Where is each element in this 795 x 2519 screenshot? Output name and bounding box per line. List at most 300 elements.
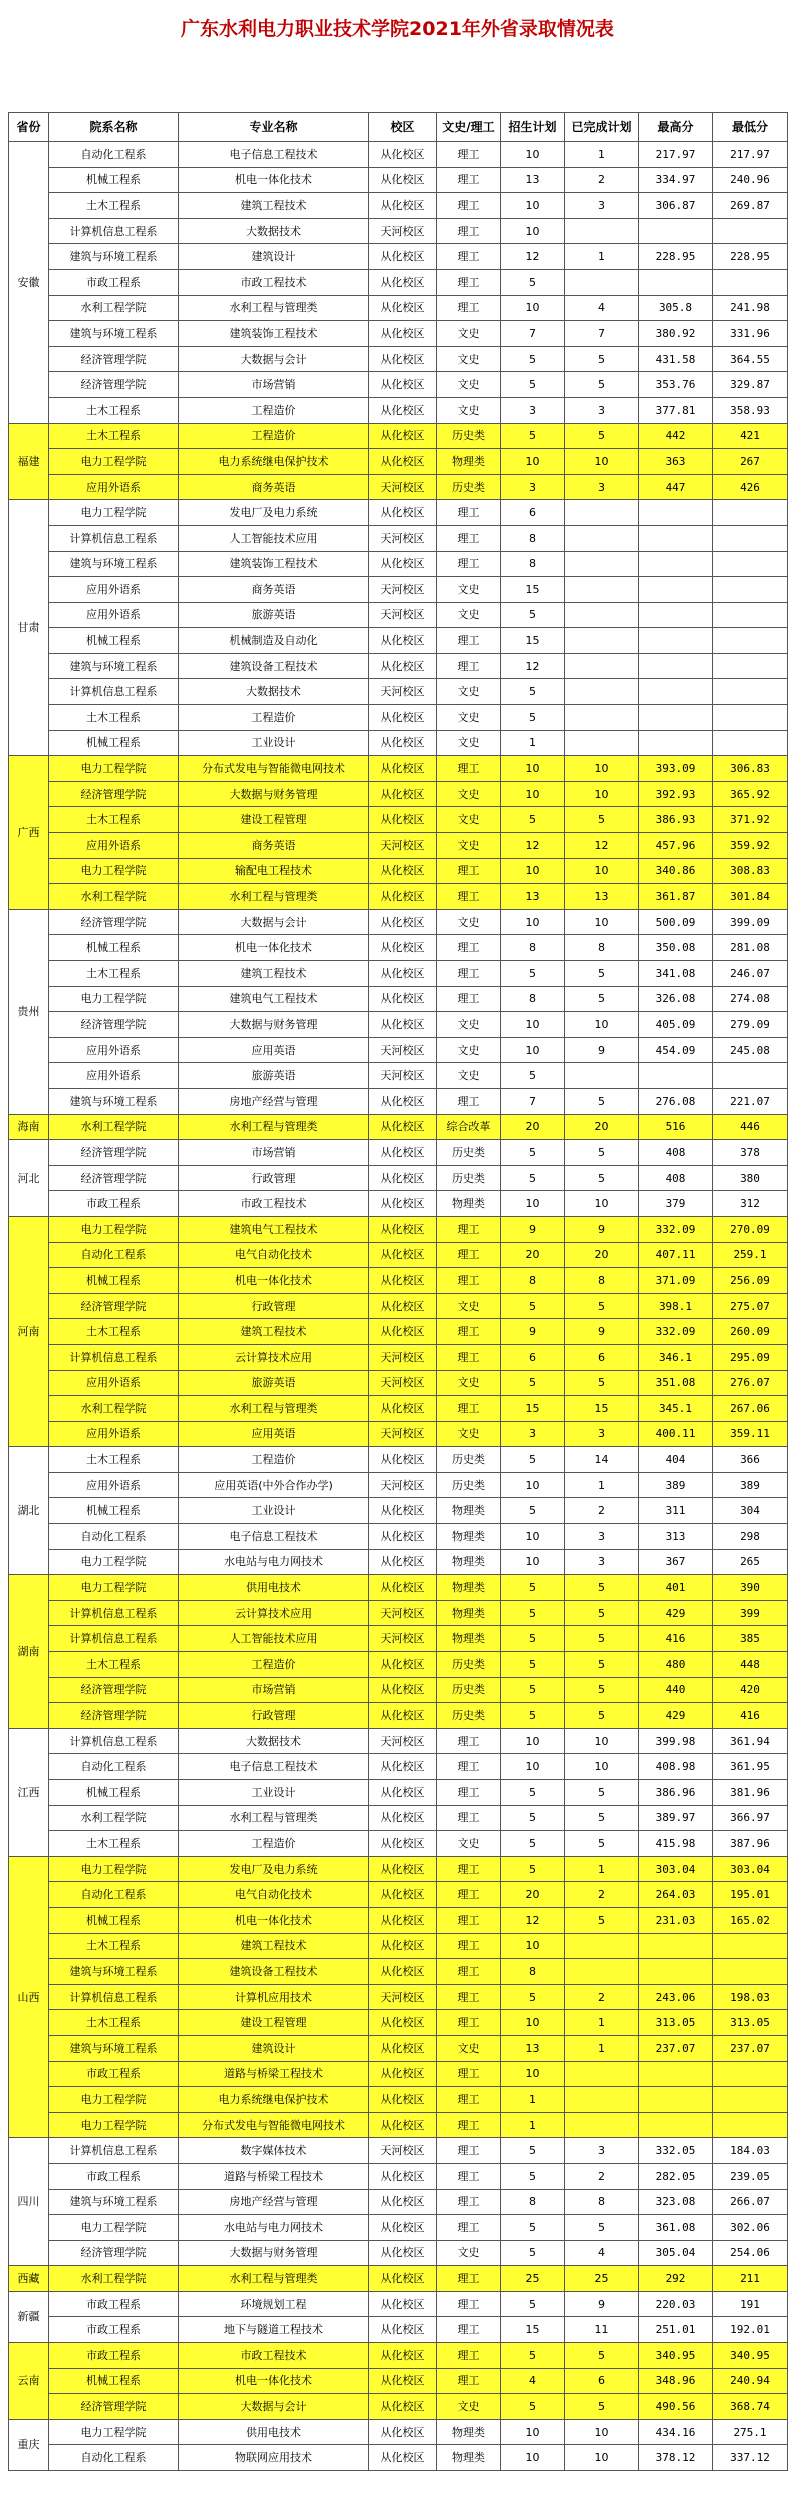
campus-cell: 从化校区 [369,2112,437,2138]
campus-cell: 从化校区 [369,1754,437,1780]
min-score-cell: 269.87 [713,193,788,219]
campus-cell: 从化校区 [369,295,437,321]
campus-cell: 从化校区 [369,1191,437,1217]
completed-cell: 5 [565,1140,639,1166]
major-cell: 工业设计 [179,1780,369,1806]
completed-cell: 3 [565,397,639,423]
table-row [9,1140,788,1166]
campus-cell: 从化校区 [369,1780,437,1806]
min-score-cell [713,577,788,603]
max-score-cell: 408.98 [639,1754,713,1780]
max-score-cell: 408 [639,1165,713,1191]
major-cell: 机电一体化技术 [179,167,369,193]
min-score-cell: 329.87 [713,372,788,398]
campus-cell: 从化校区 [369,858,437,884]
major-cell: 大数据与会计 [179,346,369,372]
plan-cell: 6 [501,1344,565,1370]
completed-cell: 5 [565,986,639,1012]
subject-type-cell: 文史 [437,833,501,859]
table-row [9,884,788,910]
major-cell: 工业设计 [179,1498,369,1524]
completed-cell: 5 [565,961,639,987]
max-score-cell: 348.96 [639,2368,713,2394]
subject-type-cell: 理工 [437,2112,501,2138]
completed-cell: 5 [565,1575,639,1601]
plan-cell: 8 [501,525,565,551]
major-cell: 商务英语 [179,474,369,500]
table-row [9,1626,788,1652]
table-row [9,1805,788,1831]
department-cell: 土木工程系 [49,1831,179,1857]
subject-type-cell: 物理类 [437,1575,501,1601]
completed-cell [565,653,639,679]
subject-type-cell: 理工 [437,2368,501,2394]
table-row [9,193,788,219]
table-row [9,295,788,321]
subject-type-cell: 理工 [437,2343,501,2369]
table-row [9,1754,788,1780]
completed-cell: 14 [565,1447,639,1473]
min-score-cell: 387.96 [713,1831,788,1857]
subject-type-cell: 理工 [437,1319,501,1345]
plan-cell: 5 [501,679,565,705]
table-row [9,321,788,347]
province-cell: 海南 [9,1114,49,1140]
completed-cell: 2 [565,2163,639,2189]
completed-cell: 10 [565,449,639,475]
plan-cell: 1 [501,730,565,756]
completed-cell: 2 [565,1984,639,2010]
campus-cell: 从化校区 [369,1396,437,1422]
table-row [9,372,788,398]
major-cell: 行政管理 [179,1703,369,1729]
campus-cell: 从化校区 [369,1703,437,1729]
completed-cell: 20 [565,1242,639,1268]
max-score-cell: 434.16 [639,2419,713,2445]
campus-cell: 从化校区 [369,1114,437,1140]
min-score-cell: 192.01 [713,2317,788,2343]
department-cell: 水利工程学院 [49,2266,179,2292]
table-row [9,1114,788,1140]
major-cell: 电气自动化技术 [179,1882,369,1908]
department-cell: 应用外语系 [49,1063,179,1089]
plan-cell: 8 [501,551,565,577]
max-score-cell: 243.06 [639,1984,713,2010]
min-score-cell: 308.83 [713,858,788,884]
table-row [9,2189,788,2215]
table-row [9,2266,788,2292]
table-row [9,2394,788,2420]
min-score-cell: 165.02 [713,1907,788,1933]
min-score-cell: 359.92 [713,833,788,859]
campus-cell: 从化校区 [369,2189,437,2215]
completed-cell: 9 [565,1319,639,1345]
major-cell: 云计算技术应用 [179,1600,369,1626]
min-score-cell: 298 [713,1524,788,1550]
table-row [9,167,788,193]
department-cell: 土木工程系 [49,961,179,987]
subject-type-cell: 理工 [437,1882,501,1908]
table-row [9,2419,788,2445]
campus-cell: 从化校区 [369,935,437,961]
completed-cell: 5 [565,1831,639,1857]
max-score-cell: 332.09 [639,1216,713,1242]
plan-cell: 10 [501,756,565,782]
province-cell: 广西 [9,756,49,910]
major-cell: 旅游英语 [179,1063,369,1089]
plan-cell: 10 [501,1549,565,1575]
subject-type-cell: 理工 [437,2163,501,2189]
major-cell: 应用英语 [179,1421,369,1447]
subject-type-cell: 理工 [437,756,501,782]
campus-cell: 从化校区 [369,244,437,270]
min-score-cell [713,1959,788,1985]
subject-type-cell: 理工 [437,2215,501,2241]
province-cell: 新疆 [9,2291,49,2342]
min-score-cell: 276.07 [713,1370,788,1396]
min-score-cell: 364.55 [713,346,788,372]
completed-cell [565,1959,639,1985]
major-cell: 供用电技术 [179,1575,369,1601]
subject-type-cell: 物理类 [437,1524,501,1550]
subject-type-cell: 理工 [437,167,501,193]
department-cell: 电力工程学院 [49,2112,179,2138]
header-campus: 校区 [369,113,437,142]
max-score-cell: 404 [639,1447,713,1473]
department-cell: 土木工程系 [49,193,179,219]
department-cell: 电力工程学院 [49,756,179,782]
completed-cell: 3 [565,474,639,500]
major-cell: 工业设计 [179,730,369,756]
major-cell: 机电一体化技术 [179,935,369,961]
max-score-cell: 386.93 [639,807,713,833]
plan-cell: 5 [501,2291,565,2317]
subject-type-cell: 历史类 [437,1652,501,1678]
department-cell: 建筑与环境工程系 [49,244,179,270]
max-score-cell [639,269,713,295]
completed-cell: 1 [565,142,639,168]
max-score-cell: 361.87 [639,884,713,910]
campus-cell: 从化校区 [369,781,437,807]
department-cell: 电力工程学院 [49,986,179,1012]
completed-cell: 2 [565,1882,639,1908]
completed-cell: 25 [565,2266,639,2292]
major-cell: 行政管理 [179,1165,369,1191]
subject-type-cell: 理工 [437,1984,501,2010]
max-score-cell: 332.09 [639,1319,713,1345]
completed-cell: 20 [565,1114,639,1140]
completed-cell: 5 [565,423,639,449]
max-score-cell: 353.76 [639,372,713,398]
table-row [9,2343,788,2369]
department-cell: 电力工程学院 [49,1549,179,1575]
min-score-cell: 340.95 [713,2343,788,2369]
major-cell: 电力系统继电保护技术 [179,2087,369,2113]
max-score-cell: 401 [639,1575,713,1601]
major-cell: 发电厂及电力系统 [179,1856,369,1882]
subject-type-cell: 理工 [437,295,501,321]
table-row [9,1216,788,1242]
plan-cell: 5 [501,2215,565,2241]
max-score-cell [639,525,713,551]
plan-cell: 10 [501,142,565,168]
campus-cell: 从化校区 [369,423,437,449]
department-cell: 计算机信息工程系 [49,1344,179,1370]
completed-cell: 3 [565,1524,639,1550]
campus-cell: 从化校区 [369,2061,437,2087]
plan-cell: 15 [501,577,565,603]
table-row [9,2445,788,2471]
subject-type-cell: 文史 [437,807,501,833]
plan-cell: 13 [501,167,565,193]
completed-cell: 10 [565,756,639,782]
campus-cell: 从化校区 [369,756,437,782]
completed-cell: 12 [565,833,639,859]
plan-cell: 10 [501,1754,565,1780]
admission-table [8,112,788,2471]
min-score-cell [713,602,788,628]
max-score-cell: 457.96 [639,833,713,859]
min-score-cell [713,525,788,551]
major-cell: 分布式发电与智能微电网技术 [179,756,369,782]
max-score-cell [639,1933,713,1959]
max-score-cell: 379 [639,1191,713,1217]
table-row [9,2112,788,2138]
subject-type-cell: 文史 [437,1037,501,1063]
completed-cell: 5 [565,1600,639,1626]
min-score-cell: 241.98 [713,295,788,321]
major-cell: 房地产经营与管理 [179,2189,369,2215]
province-cell: 云南 [9,2343,49,2420]
table-row [9,1344,788,1370]
max-score-cell: 303.04 [639,1856,713,1882]
department-cell: 经济管理学院 [49,781,179,807]
table-row [9,1293,788,1319]
page-title: 广东水利电力职业技术学院2021年外省录取情况表 [181,18,614,40]
plan-cell: 5 [501,2163,565,2189]
plan-cell: 3 [501,1421,565,1447]
completed-cell: 5 [565,1165,639,1191]
table-row [9,1447,788,1473]
completed-cell: 5 [565,2394,639,2420]
department-cell: 计算机信息工程系 [49,679,179,705]
department-cell: 经济管理学院 [49,1165,179,1191]
campus-cell: 天河校区 [369,1344,437,1370]
major-cell: 水利工程与管理类 [179,884,369,910]
table-row [9,781,788,807]
plan-cell: 10 [501,1472,565,1498]
plan-cell: 5 [501,2394,565,2420]
subject-type-cell: 文史 [437,679,501,705]
min-score-cell [713,551,788,577]
department-cell: 自动化工程系 [49,1242,179,1268]
min-score-cell [713,705,788,731]
plan-cell: 5 [501,269,565,295]
subject-type-cell: 物理类 [437,2419,501,2445]
table-row [9,2215,788,2241]
completed-cell: 8 [565,2189,639,2215]
subject-type-cell: 理工 [437,2266,501,2292]
table-row [9,756,788,782]
table-row [9,2163,788,2189]
min-score-cell: 306.83 [713,756,788,782]
subject-type-cell: 文史 [437,2394,501,2420]
plan-cell: 10 [501,1012,565,1038]
min-score-cell: 448 [713,1652,788,1678]
max-score-cell: 429 [639,1703,713,1729]
plan-cell: 3 [501,474,565,500]
major-cell: 房地产经营与管理 [179,1088,369,1114]
department-cell: 建筑与环境工程系 [49,321,179,347]
department-cell: 经济管理学院 [49,2394,179,2420]
campus-cell: 从化校区 [369,551,437,577]
min-score-cell: 279.09 [713,1012,788,1038]
completed-cell: 5 [565,1805,639,1831]
plan-cell: 5 [501,1652,565,1678]
max-score-cell [639,500,713,526]
subject-type-cell: 文史 [437,781,501,807]
max-score-cell: 389 [639,1472,713,1498]
table-row [9,269,788,295]
table-row [9,397,788,423]
table-row [9,1191,788,1217]
department-cell: 机械工程系 [49,1498,179,1524]
min-score-cell: 270.09 [713,1216,788,1242]
completed-cell: 15 [565,1396,639,1422]
plan-cell: 10 [501,449,565,475]
table-row [9,346,788,372]
table-row [9,807,788,833]
major-cell: 道路与桥梁工程技术 [179,2061,369,2087]
completed-cell: 1 [565,244,639,270]
department-cell: 市政工程系 [49,1191,179,1217]
table-row [9,2368,788,2394]
header-min-score: 最低分 [713,113,788,142]
department-cell: 建筑与环境工程系 [49,551,179,577]
max-score-cell: 237.07 [639,2035,713,2061]
subject-type-cell: 理工 [437,193,501,219]
major-cell: 工程造价 [179,1831,369,1857]
department-cell: 经济管理学院 [49,1677,179,1703]
table-row [9,679,788,705]
table-row [9,1780,788,1806]
plan-cell: 7 [501,321,565,347]
province-cell: 湖南 [9,1575,49,1729]
subject-type-cell: 理工 [437,653,501,679]
min-score-cell: 221.07 [713,1088,788,1114]
completed-cell: 10 [565,2445,639,2471]
min-score-cell: 240.96 [713,167,788,193]
min-score-cell: 275.1 [713,2419,788,2445]
plan-cell: 10 [501,1191,565,1217]
subject-type-cell: 文史 [437,2240,501,2266]
completed-cell: 10 [565,1754,639,1780]
table-row [9,474,788,500]
subject-type-cell: 理工 [437,1780,501,1806]
major-cell: 大数据技术 [179,218,369,244]
subject-type-cell: 理工 [437,1907,501,1933]
campus-cell: 从化校区 [369,2394,437,2420]
min-score-cell: 245.08 [713,1037,788,1063]
completed-cell: 13 [565,884,639,910]
min-score-cell: 446 [713,1114,788,1140]
max-score-cell [639,730,713,756]
min-score-cell [713,1063,788,1089]
max-score-cell: 408 [639,1140,713,1166]
department-cell: 电力工程学院 [49,1216,179,1242]
campus-cell: 从化校区 [369,372,437,398]
department-cell: 经济管理学院 [49,909,179,935]
province-cell: 四川 [9,2138,49,2266]
department-cell: 市政工程系 [49,2343,179,2369]
major-cell: 大数据技术 [179,1728,369,1754]
plan-cell: 15 [501,1396,565,1422]
campus-cell: 天河校区 [369,1037,437,1063]
completed-cell: 5 [565,2215,639,2241]
table-row [9,1652,788,1678]
plan-cell: 6 [501,500,565,526]
max-score-cell: 326.08 [639,986,713,1012]
subject-type-cell: 文史 [437,1831,501,1857]
completed-cell [565,551,639,577]
plan-cell: 12 [501,653,565,679]
table-row [9,1498,788,1524]
table-row [9,2010,788,2036]
plan-cell: 5 [501,705,565,731]
province-cell: 河北 [9,1140,49,1217]
subject-type-cell: 历史类 [437,1447,501,1473]
department-cell: 土木工程系 [49,1319,179,1345]
completed-cell: 1 [565,1472,639,1498]
subject-type-cell: 物理类 [437,2445,501,2471]
province-cell: 西藏 [9,2266,49,2292]
plan-cell: 5 [501,1677,565,1703]
max-score-cell: 351.08 [639,1370,713,1396]
department-cell: 经济管理学院 [49,1012,179,1038]
table-row [9,1242,788,1268]
subject-type-cell: 历史类 [437,423,501,449]
subject-type-cell: 文史 [437,577,501,603]
major-cell: 应用英语 [179,1037,369,1063]
plan-cell: 12 [501,244,565,270]
min-score-cell: 198.03 [713,1984,788,2010]
max-score-cell: 405.09 [639,1012,713,1038]
completed-cell: 5 [565,1780,639,1806]
campus-cell: 天河校区 [369,602,437,628]
department-cell: 应用外语系 [49,577,179,603]
subject-type-cell: 理工 [437,2010,501,2036]
max-score-cell: 407.11 [639,1242,713,1268]
table-row [9,551,788,577]
max-score-cell: 332.05 [639,2138,713,2164]
plan-cell: 5 [501,1063,565,1089]
completed-cell [565,525,639,551]
campus-cell: 天河校区 [369,833,437,859]
subject-type-cell: 历史类 [437,1677,501,1703]
major-cell: 工程造价 [179,397,369,423]
plan-cell: 15 [501,2317,565,2343]
subject-type-cell: 文史 [437,2035,501,2061]
subject-type-cell: 历史类 [437,474,501,500]
max-score-cell: 340.86 [639,858,713,884]
campus-cell: 从化校区 [369,1242,437,1268]
min-score-cell: 421 [713,423,788,449]
province-cell: 江西 [9,1728,49,1856]
max-score-cell [639,679,713,705]
completed-cell [565,730,639,756]
table-row [9,1472,788,1498]
department-cell: 经济管理学院 [49,1140,179,1166]
